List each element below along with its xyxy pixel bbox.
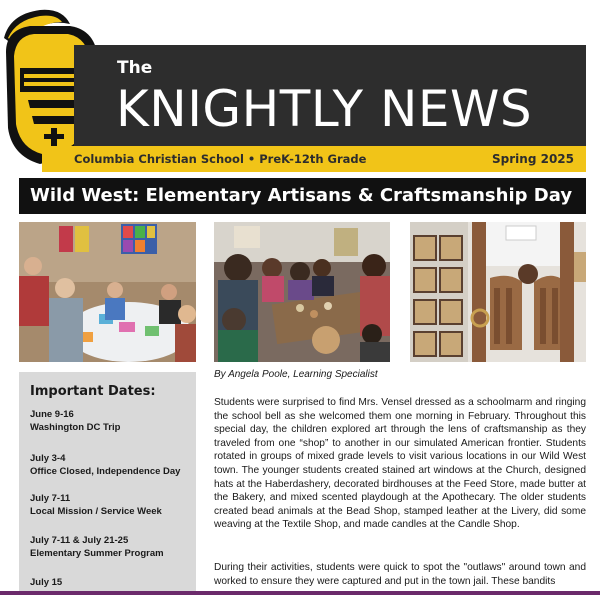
important-dates-sidebar — [19, 372, 196, 592]
masthead-the: The — [117, 58, 153, 78]
event-label: Local Mission / Service Week — [30, 506, 162, 517]
date-item — [30, 408, 120, 434]
date-label: July 7-11 — [30, 493, 71, 504]
article-paragraph: During their activities, students were quick to spot the "outlaws" around town and worked to ensure they were captured and put in the town jail. These bandits — [214, 562, 586, 587]
event-label: Office Closed, Independence Day — [30, 466, 181, 477]
date-label: July 3-4 — [30, 453, 66, 464]
date-label: June 9-16 — [30, 409, 74, 420]
date-item — [30, 534, 164, 560]
event-label: Elementary Summer Program — [30, 548, 164, 559]
date-label: July 7-11 & July 21-25 — [30, 535, 129, 546]
photo-classroom-crafts — [19, 222, 196, 362]
date-label: July 15 — [30, 577, 63, 588]
article-byline: By Angela Poole, Learning Specialist — [214, 369, 378, 380]
date-item — [30, 452, 180, 478]
photo-students-crafting — [214, 222, 390, 362]
date-item — [30, 492, 162, 518]
article-headline: Wild West: Elementary Artisans & Craftsmanship Day — [30, 185, 573, 206]
school-name: Columbia Christian School • PreK-12th Grade — [74, 152, 367, 166]
event-label: Washington DC Trip — [30, 422, 121, 433]
bottom-rule — [0, 591, 600, 595]
date-item — [30, 576, 62, 589]
sidebar-title: Important Dates: — [30, 384, 156, 399]
photo-saloon-doors — [410, 222, 586, 362]
article-paragraph: Students were surprised to find Mrs. Vensel dressed as a schoolmarm and ringing the school bell as she welcomed them one morning in February. Throughout this special day, the children explored art through the lens of craftsmanship as they traveled from one “shop” to another in our simulated American frontier. Students rotated in groups of mixed grade levels to visit various locations in our Wild West town. The younger students created stained art windows at the Church, designed hats at the Haberdashery, decorated birdhouses at the Feed Store, made butter at the Bakery, and mixed scented playdough at the Apothecary. The older students created bead animals at the Bead Shop, stamped leather at the Livery, did some weaving at the Textile Shop, and made candles at the Candle Shop. — [214, 397, 586, 531]
issue-date: Spring 2025 — [492, 152, 574, 166]
newsletter-title: KNIGHTLY NEWS — [116, 80, 533, 138]
